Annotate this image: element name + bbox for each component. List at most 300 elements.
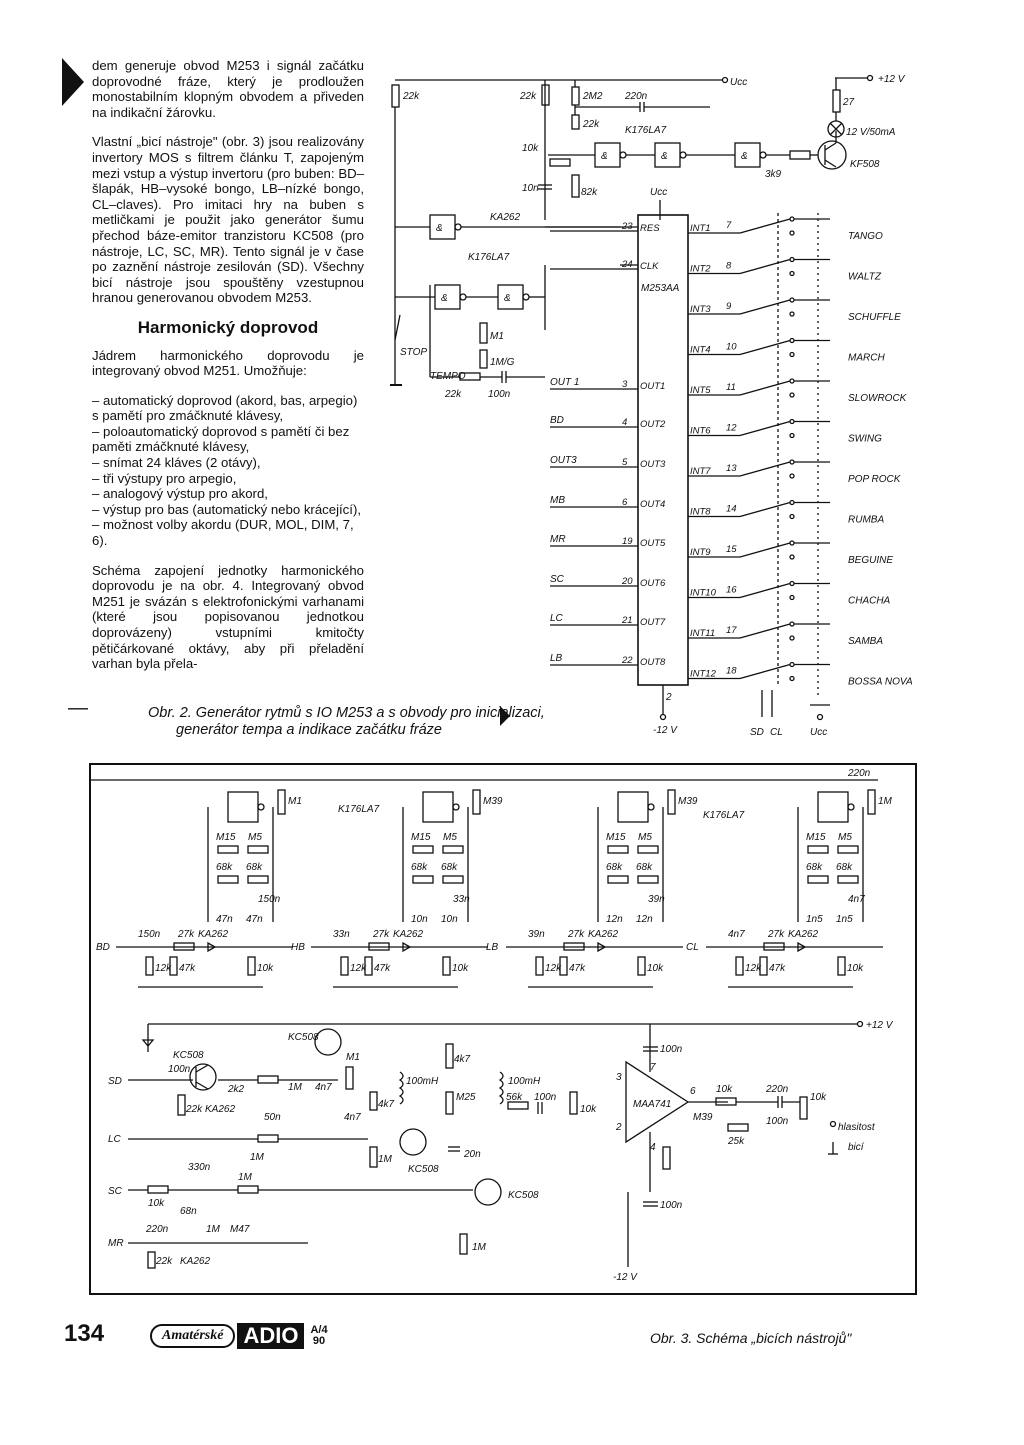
diode-label: KA262 <box>588 929 619 940</box>
fig3-ka262-sd: KA262 <box>205 1104 236 1115</box>
magazine-logo <box>150 1322 328 1350</box>
fig2-ka262-label: KA262 <box>490 212 521 223</box>
ic-pin-label: INT3 <box>690 304 711 315</box>
fig2-kf508-label: KF508 <box>850 159 880 170</box>
svg-text:2: 2 <box>616 1122 622 1133</box>
rhythm-label: POP ROCK <box>848 474 901 485</box>
fig3-c50n: 50n <box>264 1112 281 1123</box>
fig2-r22k-tempo: 22k <box>445 389 462 400</box>
fig2-r22k-2-label: 22k <box>520 91 537 102</box>
gate-bubble <box>848 804 854 810</box>
fig3-hlasitost: hlasitost <box>838 1122 875 1133</box>
resistor-label: 27k <box>373 929 390 940</box>
fig3-r25k: 25k <box>728 1136 745 1147</box>
resistor-label: 12k <box>545 963 562 974</box>
output-label: SC <box>550 574 564 585</box>
issue-bottom: 90 <box>312 1335 326 1347</box>
ic-pin-label: INT12 <box>690 668 716 680</box>
rhythm-label: BEGUINE <box>848 555 894 566</box>
svg-text:&: & <box>601 151 608 162</box>
fig3-plus12-label: +12 V <box>866 1020 893 1031</box>
ic-pin-number: 8 <box>726 260 732 272</box>
list-item: – automatický doprovod (akord, bas, arpegio) s pamětí pro zmáčknuté klávesy, <box>92 392 358 424</box>
fig3-kc508-c: KC508 <box>408 1164 439 1175</box>
fig3-r1m: 1M <box>288 1082 302 1093</box>
resistor <box>736 957 743 975</box>
resistor-label: 68k <box>246 862 263 873</box>
switch-lever <box>740 300 790 314</box>
fig3-r4k7-a: 4k7 <box>378 1099 395 1110</box>
fig2-ucc2-label: Ucc <box>650 187 668 198</box>
switch-contact <box>790 677 794 681</box>
gate-type-label: K176LA7 <box>703 810 745 821</box>
article-paragraph-schematic: Schéma zapojení jednotky harmonického doprovodu je na obr. 4. Integrovaný obvod M251 je svázán s elektrofonickými varhanami (které jsou popisovanou jednotkou doprovázeny) vstupními kmitočty pětičárkované oktávy, aby při přeladění varhan byla přela- <box>92 562 364 672</box>
gate <box>618 792 648 822</box>
ic-pin-number: 17 <box>726 625 737 636</box>
fig3-kc508-b: KC508 <box>288 1032 319 1043</box>
switch-contact <box>790 393 794 397</box>
switch-contact <box>790 231 794 235</box>
fig3-c68n: 68n <box>180 1206 197 1217</box>
resistor <box>443 957 450 975</box>
ic-pin-number: 24 <box>622 259 633 270</box>
article-text <box>92 58 364 686</box>
article-paragraph-harmonic: Jádrem harmonického doprovodu je integrovaný obvod M251. Umožňuje: <box>92 347 364 379</box>
capacitor-label: 150n <box>138 929 161 940</box>
resistor-label: 47k <box>374 963 391 974</box>
capacitor-label: 33n <box>453 894 470 905</box>
fig3-sd-label: SD <box>108 1076 122 1087</box>
fig2-uc-label: Ucc <box>810 727 828 738</box>
ic-pin-label: RES <box>640 223 660 234</box>
ic-pin-label: INT8 <box>690 506 711 518</box>
switch-contact <box>790 217 794 221</box>
pot-label: M5 <box>638 832 652 843</box>
switch-lever <box>740 462 790 476</box>
switch-contact <box>790 515 794 519</box>
fig2-tempo-label: TEMPO <box>430 371 466 382</box>
fig3-p10k-b: 10k <box>810 1092 827 1103</box>
switch-contact <box>790 339 794 343</box>
fig2-schematic <box>370 55 1020 745</box>
gate <box>228 792 258 822</box>
fig3-ka262-mr: KA262 <box>180 1256 211 1267</box>
resistor-label: M15 <box>411 832 431 843</box>
fig2-caption-arrow <box>500 706 510 726</box>
pot-label: M5 <box>443 832 457 843</box>
resistor <box>668 790 675 814</box>
switch-contact <box>790 501 794 505</box>
fig3-schematic <box>88 762 920 1302</box>
ic-pin-label: OUT4 <box>640 499 666 510</box>
ic-pin-number: 20 <box>622 576 633 587</box>
channel-label: HB <box>291 942 305 953</box>
fig3-r22k-mr: 22k <box>156 1256 173 1267</box>
svg-text:6: 6 <box>690 1086 696 1097</box>
resistor-label: 27k <box>768 929 785 940</box>
rhythm-label: RUMBA <box>848 514 885 526</box>
ic-pin-label: INT9 <box>690 547 711 558</box>
fig3-r1m-sc: 1M <box>238 1172 252 1183</box>
switch-lever <box>740 584 790 598</box>
pot-label: M5 <box>838 832 852 843</box>
fig3-r2k2: 2k2 <box>228 1084 245 1095</box>
resistor <box>248 957 255 975</box>
fig2-plus12-label: +12 V <box>878 74 905 85</box>
switch-contact <box>790 555 794 559</box>
switch-contact <box>790 622 794 626</box>
fig2-caption <box>148 705 545 739</box>
resistor <box>838 957 845 975</box>
ic-pin-number: 5 <box>622 457 628 468</box>
list-item: – výstup pro bas (automatický nebo krácející), <box>92 501 361 517</box>
fig2-m1g-label: 1M/G <box>490 357 515 368</box>
fig2-c10n-label: 10n <box>522 183 539 194</box>
channel-label: LB <box>486 942 499 953</box>
fig2-caption-line2: generátor tempa a indikace začátku fráze <box>176 722 442 738</box>
switch-contact <box>790 258 794 262</box>
switch-contact <box>790 474 794 478</box>
pot <box>638 846 658 853</box>
resistor-label: M15 <box>806 832 826 843</box>
logo-block: ADIO <box>237 1323 304 1349</box>
switch-contact <box>790 596 794 600</box>
rhythm-label: TANGO <box>848 231 883 242</box>
feature-list <box>92 393 364 549</box>
fig3-r10k-sc: 10k <box>148 1198 165 1209</box>
rhythm-label: WALTZ <box>848 271 881 283</box>
ic-pin-label: INT11 <box>690 628 716 639</box>
ic-pin-number: 4 <box>622 417 628 428</box>
fig2-dash: — <box>68 697 88 719</box>
fig3-m1-pot: M1 <box>346 1052 360 1063</box>
fig3-c100n-sd: 100n <box>168 1064 191 1075</box>
capacitor-label: 1n5 <box>836 914 853 925</box>
fig3-c4n7: 4n7 <box>315 1082 332 1093</box>
ic-pin-label: OUT8 <box>640 657 666 668</box>
fig3-c20n: 20n <box>464 1149 481 1160</box>
ic-pin-number: 3 <box>622 379 628 390</box>
fig3-m47: M47 <box>230 1224 250 1235</box>
ic-pin-label: INT6 <box>690 425 711 437</box>
resistor-label: 68k <box>636 862 653 873</box>
switch-lever <box>740 219 790 233</box>
ic-pin-number: 9 <box>726 301 732 312</box>
fig2-c100n-label: 100n <box>488 389 511 400</box>
fig3-l100mh-a: 100mH <box>406 1076 439 1087</box>
switch-contact <box>790 434 794 438</box>
ic-pin-label: INT2 <box>690 263 711 275</box>
ic-pin-number: 15 <box>726 544 737 555</box>
switch-contact <box>790 582 794 586</box>
switch-lever <box>740 503 790 517</box>
gate-bubble <box>258 804 264 810</box>
svg-text:&: & <box>441 293 448 304</box>
fig3-kc508-a: KC508 <box>173 1050 204 1061</box>
ic-pin-label: INT7 <box>690 466 711 477</box>
switch-lever <box>740 543 790 557</box>
resistor-label: 12k <box>155 963 172 974</box>
fig3-kc508-d: KC508 <box>508 1190 539 1201</box>
pot-label: M5 <box>248 832 262 843</box>
fig3-r1m-out: 1M <box>472 1242 486 1253</box>
fig3-c330n: 330n <box>188 1162 211 1173</box>
fig3-r1m-b: 1M <box>378 1154 392 1165</box>
switch-contact <box>790 312 794 316</box>
fig2-cl-label: CL <box>770 727 783 738</box>
pot <box>443 846 463 853</box>
diode-label: KA262 <box>198 929 229 940</box>
resistor <box>413 876 433 883</box>
rhythm-label: SAMBA <box>848 636 884 647</box>
resistor-label: M15 <box>216 832 236 843</box>
logo-script: Amatérské <box>150 1324 235 1348</box>
capacitor-label: 10n <box>441 914 458 925</box>
fig2-r82k-label: 82k <box>581 187 598 198</box>
resistor-label: 68k <box>216 862 233 873</box>
capacitor-label: 4n7 <box>848 894 865 905</box>
fig3-r1m-mr: 1M <box>206 1224 220 1235</box>
capacitor-label: 150n <box>258 894 281 905</box>
ic-pin-label: OUT1 <box>640 381 666 392</box>
fig2-k176la7-top: K176LA7 <box>625 125 667 136</box>
resistor-label: M39 <box>483 796 503 807</box>
switch-contact <box>790 541 794 545</box>
list-item: – snímat 24 kláves (2 otávy), <box>92 455 261 471</box>
fig3-r10k-out: 10k <box>716 1084 733 1095</box>
fig3-m25: M25 <box>456 1092 476 1103</box>
gate-bubble <box>648 804 654 810</box>
switch-contact <box>790 353 794 357</box>
fig2-r10k-label: 10k <box>522 143 539 154</box>
issue-number <box>310 1325 327 1347</box>
resistor-label: 68k <box>836 862 853 873</box>
resistor <box>218 846 238 853</box>
gate <box>423 792 453 822</box>
resistor-label: M15 <box>606 832 626 843</box>
ic-pin-number: 23 <box>622 221 633 232</box>
svg-text:&: & <box>436 223 443 234</box>
output-label: BD <box>550 415 564 426</box>
resistor-label: 27k <box>568 929 585 940</box>
rhythm-label: SCHUFFLE <box>848 312 901 323</box>
section-heading: Harmonický doprovod <box>137 317 319 337</box>
channel-label: CL <box>686 942 699 953</box>
resistor <box>473 790 480 814</box>
resistor-label: 10k <box>452 963 469 974</box>
fig3-maa741: MAA741 <box>633 1099 672 1110</box>
fig3-r22k: 22k <box>186 1104 203 1115</box>
svg-text:&: & <box>661 151 668 162</box>
rhythm-label: MARCH <box>848 352 885 364</box>
fig3-p10k-a: 10k <box>580 1104 597 1115</box>
ic-pin-number: 21 <box>622 615 633 626</box>
capacitor-label: 47n <box>246 914 263 925</box>
resistor-label: 68k <box>606 862 623 873</box>
fig3-l100mh-b: 100mH <box>508 1076 541 1087</box>
resistor <box>638 957 645 975</box>
resistor-label: M1 <box>288 796 302 807</box>
resistor <box>838 876 858 883</box>
capacitor-label: 12n <box>636 914 653 925</box>
resistor <box>868 790 875 814</box>
resistor <box>808 876 828 883</box>
rhythm-label: BOSSA NOVA <box>848 676 913 688</box>
fig2-k176la7-left: K176LA7 <box>468 252 510 263</box>
resistor-label: 1M <box>878 796 892 807</box>
fig3-c100n-c: 100n <box>660 1044 683 1055</box>
fig2-pin2-label: 2 <box>666 692 672 703</box>
switch-contact <box>790 379 794 383</box>
fig3-r1m-lc: 1M <box>250 1152 264 1163</box>
switch-lever <box>740 624 790 638</box>
resistor-label: M39 <box>678 796 698 807</box>
output-label: MR <box>550 534 566 545</box>
capacitor-label: 1n5 <box>806 914 823 925</box>
ic-pin-number: 6 <box>622 497 628 508</box>
capacitor-label: 39n <box>648 894 665 905</box>
ic-pin-number: 19 <box>622 536 633 547</box>
fig3-c220n-out: 220n <box>766 1084 789 1095</box>
svg-text:4: 4 <box>650 1142 656 1153</box>
switch-contact <box>790 460 794 464</box>
ic-pin-label: OUT6 <box>640 578 666 589</box>
switch-lever <box>740 665 790 679</box>
resistor-label: 10k <box>647 963 664 974</box>
capacitor-label: 10n <box>411 914 428 925</box>
ic-pin-label: INT1 <box>690 223 711 234</box>
resistor <box>278 790 285 814</box>
resistor-label: 47k <box>569 963 586 974</box>
switch-lever <box>740 260 790 274</box>
fig3-r56k: 56k <box>506 1092 523 1103</box>
section-arrow-marker <box>62 58 84 106</box>
rhythm-label: SWING <box>848 433 882 445</box>
resistor-label: 10k <box>847 963 864 974</box>
ic-pin-label: CLK <box>640 261 659 272</box>
svg-text:&: & <box>504 293 511 304</box>
capacitor-label: 39n <box>528 929 545 940</box>
switch-contact <box>790 420 794 424</box>
resistor-label: 47k <box>179 963 196 974</box>
article-intro: dem generuje obvod M253 i signál začátku doprovodné fráze, který je prodloužen monostabilním klopným obvodem a přiveden na indikační žárovku. <box>92 58 364 120</box>
switch-contact <box>790 298 794 302</box>
ic-pin-number: 7 <box>726 220 732 231</box>
resistor-label: 12k <box>745 963 762 974</box>
switch-lever <box>740 341 790 355</box>
ic-pin-label: OUT7 <box>640 617 666 628</box>
pot <box>248 846 268 853</box>
capacitor-label: 12n <box>606 914 623 925</box>
fig2-r2m2-label: 2M2 <box>583 91 603 102</box>
resistor-label: 68k <box>411 862 428 873</box>
gate-type-label: K176LA7 <box>338 804 380 815</box>
fig3-c100n-out: 100n <box>766 1116 789 1127</box>
list-item: – tři výstupy pro arpegio, <box>92 470 237 486</box>
switch-contact <box>790 272 794 276</box>
fig3-lc-label: LC <box>108 1134 121 1145</box>
ic-pin-label: INT5 <box>690 385 711 396</box>
output-label: LC <box>550 613 563 624</box>
rhythm-label: CHACHA <box>848 595 891 607</box>
capacitor-label: 47n <box>216 914 233 925</box>
fig2-lamp-label: 12 V/50mA <box>846 127 896 138</box>
resistor-label: 68k <box>441 862 458 873</box>
resistor <box>248 876 268 883</box>
resistor <box>443 876 463 883</box>
fig2-r22k-3-label: 22k <box>583 119 600 130</box>
ic-pin-label: OUT5 <box>640 538 666 549</box>
ic-pin-number: 10 <box>726 341 737 353</box>
ic-pin-label: INT4 <box>690 344 711 356</box>
resistor-label: 12k <box>350 963 367 974</box>
fig2-ic-label: M253AA <box>641 283 680 294</box>
fig2-r3k9-label: 3k9 <box>765 169 782 180</box>
resistor-label: 27k <box>178 929 195 940</box>
svg-text:7: 7 <box>650 1062 656 1073</box>
capacitor-label: 33n <box>333 929 350 940</box>
output-label: LB <box>550 653 563 664</box>
resistor-label: 10k <box>257 963 274 974</box>
resistor <box>413 846 433 853</box>
resistor <box>218 876 238 883</box>
page-number: 134 <box>64 1320 105 1347</box>
diode-label: KA262 <box>788 929 819 940</box>
fig2-m1-label: M1 <box>490 331 504 342</box>
rhythm-label: SLOWROCK <box>848 393 907 404</box>
ic-pin-number: 14 <box>726 503 737 515</box>
fig3-caption: Obr. 3. Schéma „bicích nástrojů" <box>650 1330 852 1346</box>
ic-pin-label: OUT3 <box>640 459 666 470</box>
ic-pin-number: 13 <box>726 463 737 474</box>
resistor <box>341 957 348 975</box>
pot <box>838 846 858 853</box>
gate <box>818 792 848 822</box>
resistor-label: 47k <box>769 963 786 974</box>
fig2-caption-line1: Obr. 2. Generátor rytmů s IO M253 a s obvody pro inicializaci, <box>148 705 545 721</box>
resistor <box>536 957 543 975</box>
output-label: OUT 1 <box>550 377 580 388</box>
fig2-c220n-label: 220n <box>625 91 648 102</box>
fig3-c220n-top: 220n <box>848 768 871 779</box>
output-label: OUT3 <box>550 455 577 466</box>
resistor <box>638 876 658 883</box>
resistor <box>146 957 153 975</box>
channel-label: BD <box>96 942 110 953</box>
fig3-c4n7-2: 4n7 <box>344 1112 361 1123</box>
capacitor-label: 4n7 <box>728 929 745 940</box>
article-paragraph-drums: Vlastní „bicí nástroje" (obr. 3) jsou realizovány invertory MOS s filtrem článku T, zapojeným mezi vstup a výstup invertoru (pro buben: BD–šlapák, HB–vysoké bongo, LB–nízké bongo, CL–claves). Pro imitaci hry na buben s metličkami je použit jako generátor šumu přechod báze-emitor tranzistoru KC508 (pro nástroje, LC, SC, MR). Tento signál je v čase po zaznění nástroje zesilován (SD). Všechny bicí nástroje jsou spouštěny vzestupnou hranou generovanou obvodem M253. <box>92 134 364 306</box>
fig3-mr-label: MR <box>108 1238 124 1249</box>
ic-pin-number: 18 <box>726 665 737 677</box>
ic-pin-number: 16 <box>726 584 737 596</box>
resistor <box>608 846 628 853</box>
fig2-minus12-label: -12 V <box>653 725 677 736</box>
fig3-minus12-label: -12 V <box>613 1272 637 1283</box>
fig2-r27-label: 27 <box>843 97 855 108</box>
list-item: – možnost volby akordu (DUR, MOL, DIM, 7, 6). <box>92 517 354 549</box>
fig2-sd-label: SD <box>750 727 764 738</box>
svg-text:&: & <box>741 151 748 162</box>
diode-label: KA262 <box>393 929 424 940</box>
issue-top: A/4 <box>310 1324 328 1336</box>
output-label: MB <box>550 495 565 506</box>
gate-bubble <box>453 804 459 810</box>
switch-contact <box>790 636 794 640</box>
list-item: – analogový výstup pro akord, <box>92 486 268 502</box>
ic-pin-number: 22 <box>622 655 633 666</box>
resistor <box>608 876 628 883</box>
